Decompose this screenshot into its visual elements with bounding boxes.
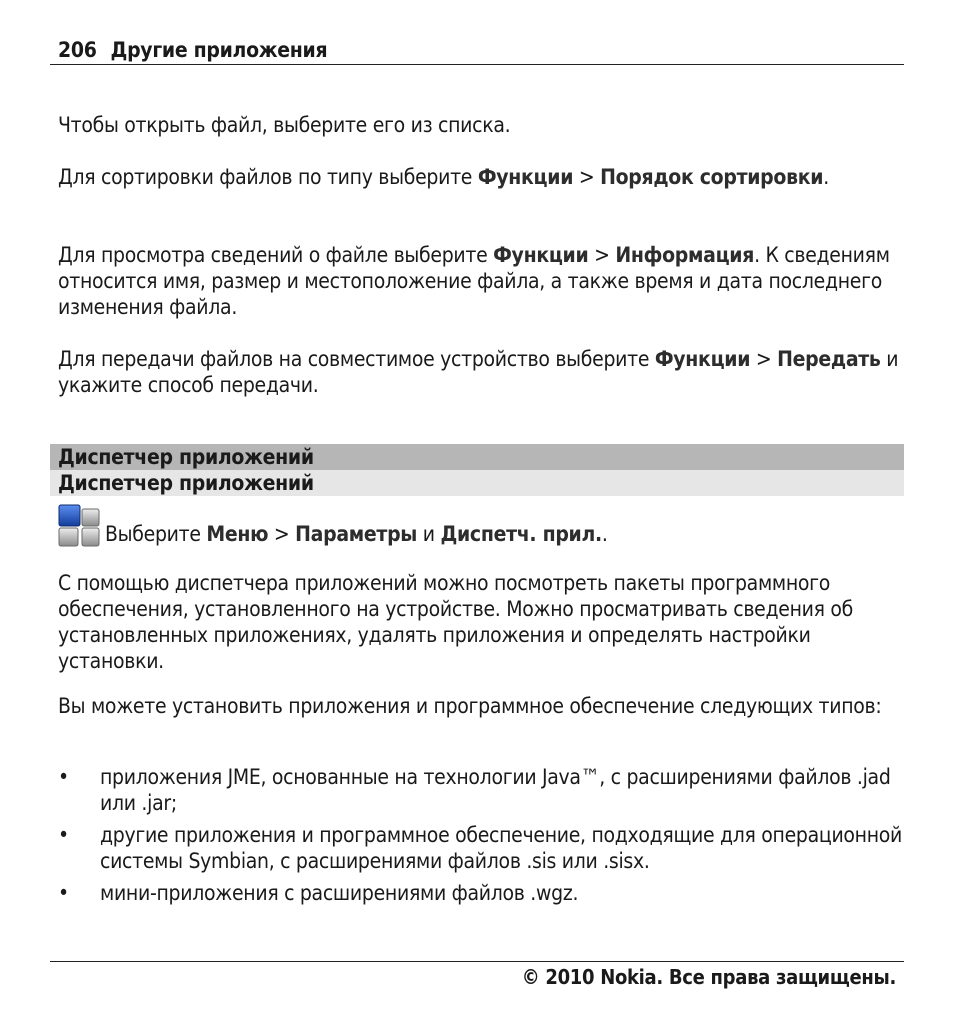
menu-path-text bbox=[105, 521, 608, 547]
section-title: Другие приложения bbox=[110, 38, 328, 62]
paragraph-app-manager-description: С помощью диспетчера приложений можно посмотреть пакеты программного обеспечения, установленного на устройстве. Можно просматривать сведения об установленных приложениях, удалять приложения и определять настройки установки. bbox=[58, 571, 853, 673]
page-number: 206 bbox=[58, 38, 97, 62]
subsection-heading: Диспетчер приложений bbox=[58, 471, 314, 495]
bullet-marker: • bbox=[58, 881, 69, 905]
text-run: и укажите способ передачи. bbox=[58, 347, 899, 397]
menu-path-row bbox=[58, 504, 908, 550]
menu-term-transfer: Передать bbox=[777, 347, 881, 371]
menu-term-functions: Функции bbox=[477, 165, 574, 189]
menu-term-app-manager: Диспетч. прил. bbox=[440, 522, 602, 546]
bullet-marker: • bbox=[58, 765, 69, 789]
footer-divider bbox=[50, 961, 904, 962]
app-manager-icon bbox=[58, 504, 102, 548]
menu-term-sort-order: Порядок сортировки bbox=[600, 165, 824, 189]
text-run: Для просмотра сведений о файле выберите bbox=[58, 243, 494, 267]
install-types-list bbox=[58, 764, 908, 912]
list-item-text: приложения JME, основанные на технологии Java™, с расширениями файлов .jad или .jar; bbox=[100, 765, 891, 815]
menu-term-functions: Функции bbox=[493, 243, 589, 267]
menu-term-functions: Функции bbox=[654, 347, 751, 371]
header-text bbox=[58, 38, 327, 62]
text-run: . bbox=[601, 522, 608, 546]
text-run: > bbox=[268, 522, 296, 546]
text-run: > bbox=[750, 347, 778, 371]
section-heading: Диспетчер приложений bbox=[58, 445, 314, 469]
text-run: Выберите bbox=[105, 522, 207, 546]
text-run: Для сортировки файлов по типу выберите bbox=[58, 165, 478, 189]
footer-copyright: © 2010 Nokia. Все права защищены. bbox=[521, 965, 896, 989]
bullet-marker: • bbox=[58, 823, 69, 847]
section-heading-band bbox=[50, 444, 904, 470]
paragraph-sort-files bbox=[58, 164, 908, 190]
text-run: и bbox=[417, 522, 441, 546]
list-item bbox=[58, 822, 908, 874]
list-item bbox=[58, 880, 908, 906]
paragraph-file-info bbox=[58, 242, 908, 320]
paragraph-transfer-files bbox=[58, 346, 908, 398]
list-item bbox=[58, 764, 908, 816]
menu-term-menu: Меню bbox=[206, 522, 269, 546]
text-run: > bbox=[588, 243, 616, 267]
list-item-text: мини-приложения с расширениями файлов .wgz. bbox=[100, 881, 579, 905]
menu-term-settings: Параметры bbox=[295, 522, 418, 546]
text-run: . К сведениям относится имя, размер и местоположение файла, а также время и дата последнего изменения файла. bbox=[58, 243, 890, 319]
text-run: Для передачи файлов на совместимое устройство выберите bbox=[58, 347, 655, 371]
paragraph-open-file: Чтобы открыть файл, выберите его из списка. bbox=[58, 113, 511, 137]
menu-term-information: Информация bbox=[615, 243, 755, 267]
subsection-heading-band bbox=[50, 470, 904, 496]
page-header bbox=[50, 36, 904, 65]
paragraph-install-types: Вы можете установить приложения и программное обеспечение следующих типов: bbox=[58, 694, 882, 718]
text-run: > bbox=[573, 165, 601, 189]
list-item-text: другие приложения и программное обеспечение, подходящие для операционной системы Symbian, с расширениями файлов .sis или .sisx. bbox=[100, 823, 903, 873]
text-run: . bbox=[823, 165, 829, 189]
